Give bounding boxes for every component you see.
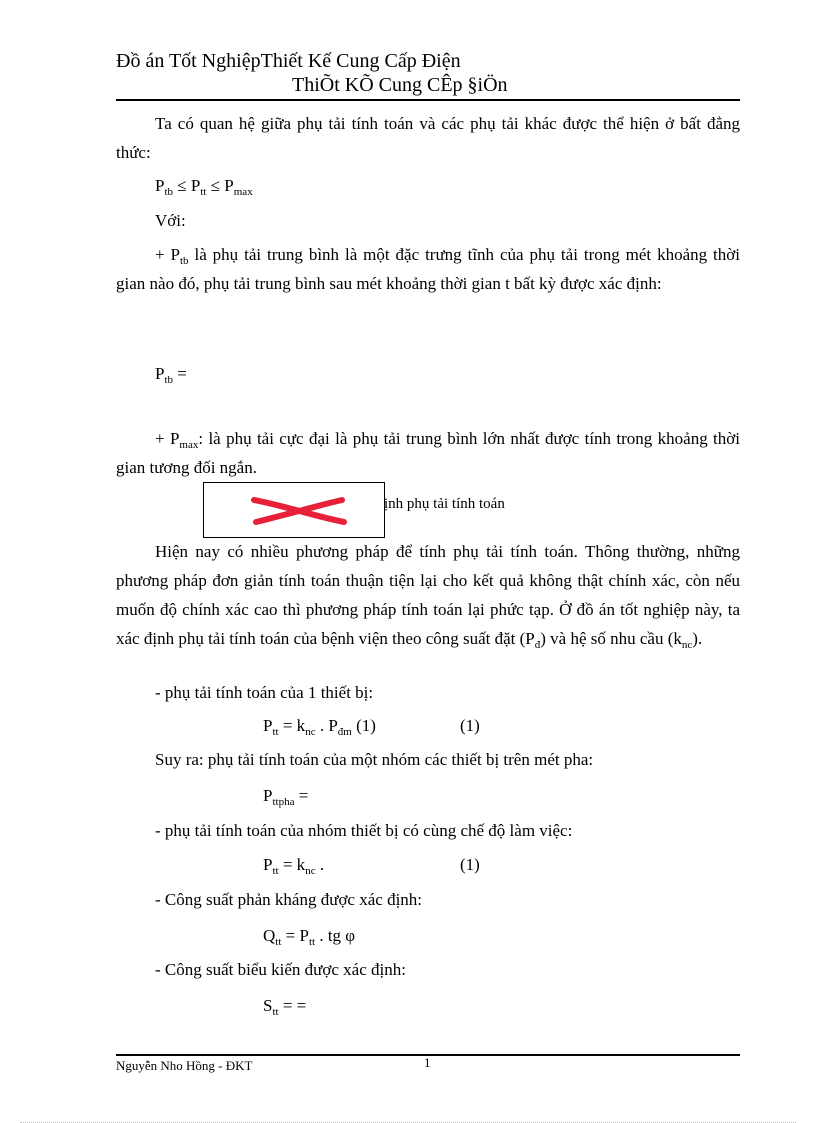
header-title-line1: Đồ án Tốt NghiệpThiết Kế Cung Cấp Điện [116, 50, 461, 72]
inequality: $P_{tb} \le P_{tt} \le P_{max}$ [155, 176, 253, 198]
equation-3: $P_{tt} = k_{nc}$ . [263, 855, 325, 877]
section-heading-fragment: ịnh phụ tải tính toán [384, 496, 505, 512]
broken-image-icon [204, 483, 384, 537]
equation-3-number: (1) [460, 855, 480, 874]
header-rule [116, 99, 740, 101]
item-group-same-mode: - phụ tải tính toán của nhóm thiết bị có cùng chế độ làm việc: [155, 821, 573, 840]
equation-4: $Q_{tt} = P_{tt}$ . tg φ [263, 926, 356, 948]
pmax-definition: + $P_{max}$: là phụ tải cực đại là phụ tải trung bình lớn nhất được tính trong khoảng thời gian tương đối ngắn. [116, 429, 740, 477]
footer-author: Nguyễn Nho Hồng - ĐKT [116, 1058, 253, 1073]
item-single-device: - phụ tải tính toán của 1 thiết bị: [155, 683, 374, 702]
equation-1: $P_{tt} = k_{nc}$ . $P_{đm}$ (1) [263, 716, 376, 738]
equation-1-number: (1) [460, 716, 480, 735]
page-number: 1 [424, 1055, 431, 1070]
equation-5: $S_{tt}$ = = [263, 996, 307, 1018]
equation-2: $P_{ttpha}$ = [263, 786, 309, 808]
methods-paragraph: Hiện nay có nhiều phương pháp để tính phụ tải tính toán. Thông thường, những phương pháp đơn giản tính toán thuận tiện lại cho kết quả không thật chính xác, còn nếu muốn độ chính xác cao thì phương pháp tính toán lại phức tạp. Ở đồ án tốt nghiệp này, ta xác định phụ tải tính toán của bệnh viện theo công suất đặt $(P_đ)$ và hệ số nhu cầu $(k_{nc})$. [116, 542, 740, 651]
suy-ra-line: Suy ra: phụ tải tính toán của một nhóm các thiết bị trên mét pha: [155, 750, 594, 769]
item-reactive-power: - Công suất phản kháng được xác định: [155, 890, 423, 909]
intro-paragraph: Ta có quan hệ giữa phụ tải tính toán và các phụ tải khác được thể hiện ở bất đẳng thức: [116, 114, 740, 162]
ptb-definition: + $P_{tb}$ là phụ tải trung bình là một đặc trưng tĩnh của phụ tải trong mét khoảng thời gian nào đó, phụ tải trung bình sau mét khoảng thời gian t bất kỳ được xác định: [116, 245, 740, 293]
with-label: Với: [155, 211, 186, 230]
item-apparent-power: - Công suất biểu kiến được xác định: [155, 960, 406, 979]
broken-image-placeholder [203, 482, 385, 538]
ptb-equation: $P_{tb}$ = [155, 364, 187, 386]
header-title-line2: ThiÕt KÕ Cung CÊp §iÖn [292, 74, 508, 96]
